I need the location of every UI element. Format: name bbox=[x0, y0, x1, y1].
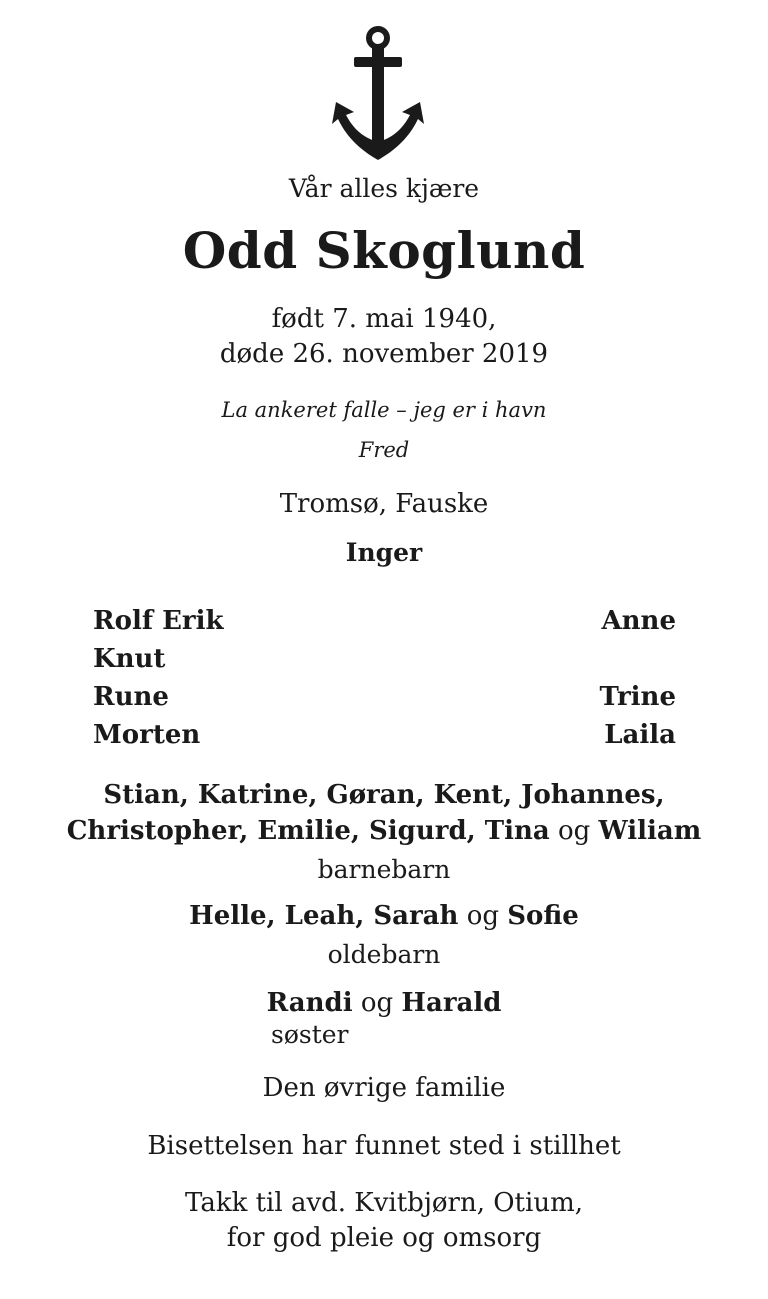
thanks-line-1: Takk til avd. Kvitbjørn, Otium, bbox=[185, 1188, 583, 1218]
sister-label: søster bbox=[271, 1020, 349, 1049]
grandchildren-names: Christopher, Emilie, Sigurd, Tina bbox=[66, 816, 550, 846]
great-grandchild-last-name: Sofie bbox=[507, 901, 579, 931]
grandchildren-label: barnebarn bbox=[317, 855, 451, 884]
grandchildren-names: Stian, Katrine, Gøran, Kent, Johannes, bbox=[103, 780, 665, 810]
thanks-line-2: for god pleie og omsorg bbox=[226, 1223, 542, 1253]
birth-date: født 7. mai 1940, bbox=[271, 304, 497, 334]
great-grandchildren-label: oldebarn bbox=[327, 940, 441, 969]
deceased-name: Odd Skoglund bbox=[182, 221, 586, 280]
great-grandchildren-line bbox=[0, 903, 768, 929]
conjunction: og bbox=[466, 901, 499, 931]
quote: La ankeret falle – jeg er i havn bbox=[221, 398, 547, 422]
grandchildren-line-2 bbox=[0, 818, 768, 844]
grandchildren-line-1 bbox=[0, 782, 768, 808]
great-grandchildren-names: Helle, Leah, Sarah bbox=[189, 901, 459, 931]
children-right-column bbox=[600, 602, 676, 754]
grandchild-last-name: Wiliam bbox=[598, 816, 702, 846]
child-name: Rune bbox=[93, 682, 169, 712]
partner-name: Anne bbox=[601, 606, 676, 636]
child-name: Rolf Erik bbox=[93, 606, 224, 636]
intro-text: Vår alles kjære bbox=[288, 174, 480, 203]
child-name: Morten bbox=[93, 720, 201, 750]
partner-name: Trine bbox=[599, 682, 676, 712]
partner-name: Laila bbox=[604, 720, 676, 750]
partner-name bbox=[600, 640, 676, 678]
conjunction: og bbox=[360, 988, 394, 1018]
conjunction: og bbox=[557, 816, 591, 846]
place-names: Tromsø, Fauske bbox=[279, 489, 489, 519]
children-left-column bbox=[93, 602, 223, 754]
funeral-notice: Bisettelsen har funnet sted i stillhet bbox=[147, 1131, 621, 1161]
sister-name: Randi bbox=[266, 988, 353, 1018]
sister-partner-name: Harald bbox=[401, 988, 502, 1018]
anchor-icon bbox=[326, 24, 430, 162]
other-family: Den øvrige familie bbox=[262, 1073, 506, 1103]
spouse-name: Inger bbox=[345, 538, 423, 567]
child-name: Knut bbox=[93, 644, 166, 674]
peace-text: Fred bbox=[358, 438, 410, 462]
sister-line bbox=[0, 990, 768, 1016]
death-date: døde 26. november 2019 bbox=[219, 339, 549, 369]
